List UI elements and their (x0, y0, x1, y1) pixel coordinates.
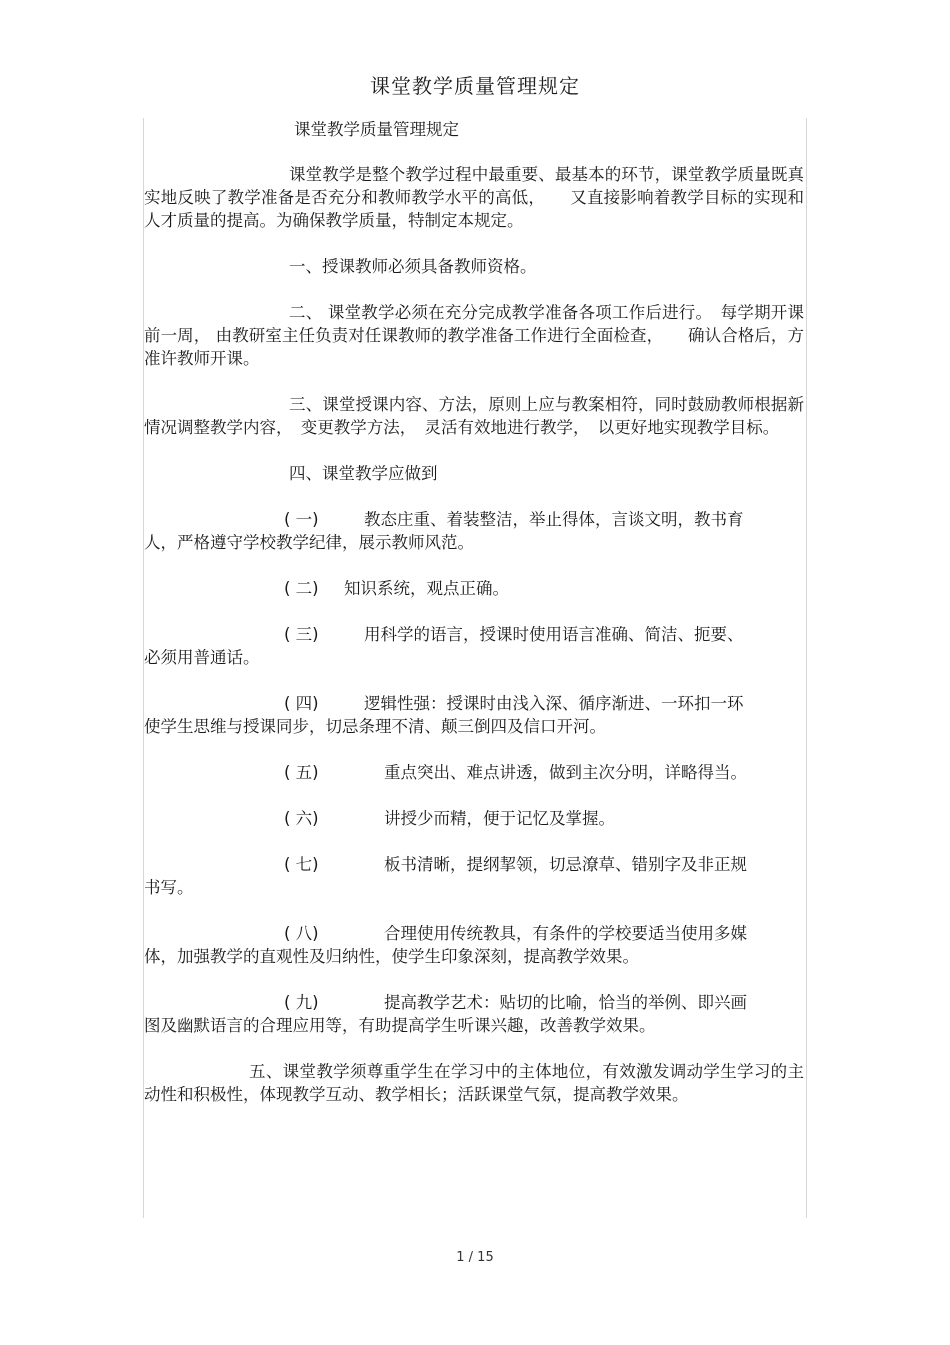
item-text-continued: 书写。 (144, 878, 194, 897)
item-text-continued: 体，加强教学的直观性及归纳性，使学生印象深刻，提高教学效果。 (144, 947, 639, 966)
item-text: 教态庄重、着装整洁，举止得体，言谈文明，教书育 (364, 510, 744, 529)
item-text: 知识系统，观点正确。 (344, 579, 509, 598)
item-text: 板书清晰，提纲挈领，切忌潦草、错别字及非正规 (384, 855, 747, 874)
item-number: ( 八) (284, 924, 319, 943)
item-text: 用科学的语言，授课时使用语言准确、简洁、扼要、 (364, 625, 744, 644)
section-3: 三、课堂授课内容、方法，原则上应与教案相符，同时鼓励教师根据新情况调整教学内容， 变更教学方法， 灵活有效地进行教学， 以更好地实现教学目标。 (144, 395, 804, 437)
list-item (144, 692, 804, 738)
item-text-continued: 人，严格遵守学校教学纪律，展示教师风范。 (144, 533, 474, 552)
item-text: 重点突出、难点讲透，做到主次分明，详略得当。 (384, 763, 747, 782)
item-text-continued: 图及幽默语言的合理应用等，有助提高学生听课兴趣，改善教学效果。 (144, 1016, 656, 1035)
section-2: 二、 课堂教学必须在充分完成教学准备各项工作后进行。 每学期开课前一周， 由教研室主任负责对任课教师的教学准备工作进行全面检查， 确认合格后，方准许教师开课。 (144, 303, 804, 368)
list-item (144, 922, 804, 968)
section-1: 一、授课教师必须具备教师资格。 (289, 257, 537, 276)
page-title: 课堂教学质量管理规定 (370, 74, 580, 98)
item-text: 提高教学艺术：贴切的比喻，恰当的举例、即兴画 (384, 993, 747, 1012)
item-text-continued: 必须用普通话。 (144, 648, 260, 667)
item-number: ( 九) (284, 993, 319, 1012)
list-item (144, 508, 804, 554)
item-number: ( 五) (284, 763, 319, 782)
item-text: 合理使用传统教具，有条件的学校要适当使用多媒 (384, 924, 747, 943)
list-item (144, 761, 804, 784)
item-number: ( 三) (284, 625, 319, 644)
section-5: 五、课堂教学须尊重学生在学习中的主体地位，有效激发调动学生学习的主动性和积极性，体现教学互动、教学相长；活跃课堂气氛，提高教学效果。 (144, 1062, 804, 1104)
page-indicator: 1 / 15 (456, 1250, 494, 1265)
item-text: 逻辑性强：授课时由浅入深、循序渐进、一环扣一环 (364, 694, 744, 713)
list-item (144, 807, 804, 830)
section-4: 四、课堂教学应做到 (289, 464, 438, 483)
item-number: ( 六) (284, 809, 319, 828)
item-number: ( 七) (284, 855, 319, 874)
item-number: ( 二) (284, 579, 319, 598)
list-item (144, 853, 804, 899)
list-item (144, 623, 804, 669)
list-item (144, 577, 804, 600)
item-number: ( 四) (284, 694, 319, 713)
item-number: ( 一) (284, 510, 319, 529)
document-subtitle: 课堂教学质量管理规定 (294, 120, 459, 139)
document-body (144, 118, 804, 1129)
intro-paragraph: 课堂教学是整个教学过程中最重要、最基本的环节，课堂教学质量既真实地反映了教学准备是否充分和教师教学水平的高低， 又直接影响着教学目标的实现和人才质量的提高。为确保教学质量，特制定本规定。 (144, 165, 804, 230)
list-item (144, 991, 804, 1037)
item-text-continued: 使学生思维与授课同步，切忌条理不清、颠三倒四及信口开河。 (144, 717, 606, 736)
item-text: 讲授少而精，便于记忆及掌握。 (384, 809, 615, 828)
